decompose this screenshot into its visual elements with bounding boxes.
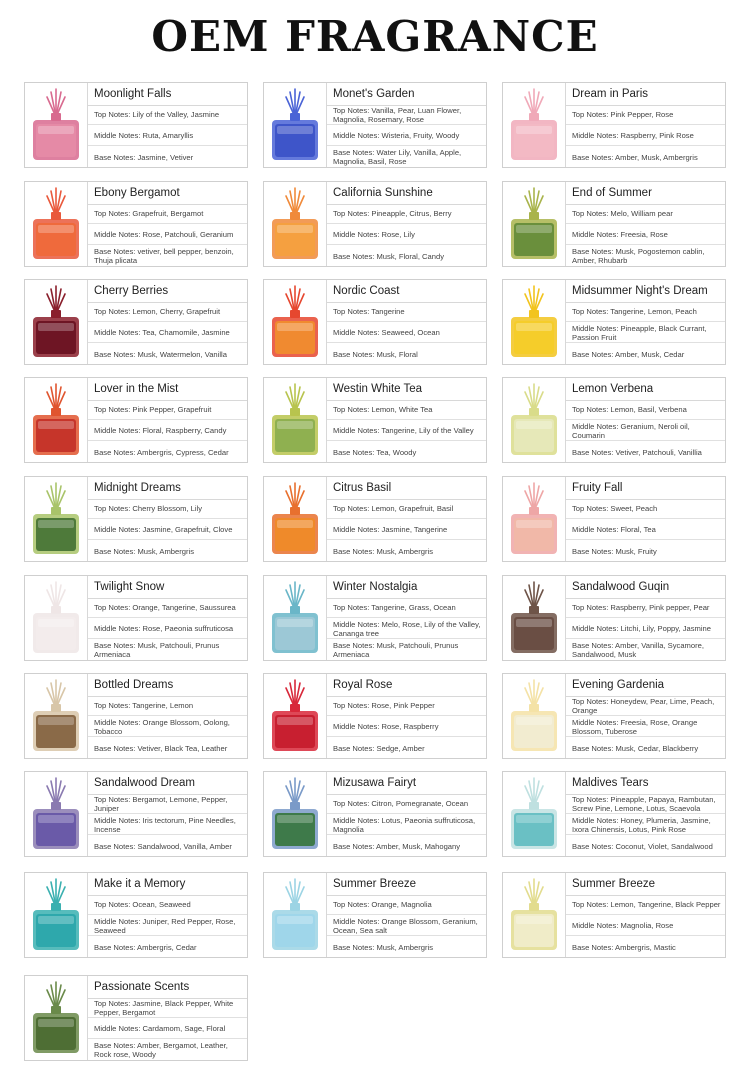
top-notes: Top Notes: Pineapple, Citrus, Berry [327,204,486,224]
product-info [327,182,486,266]
reed-diffuser-icon [503,576,565,660]
reed-diffuser-icon [264,378,326,462]
reed-diffuser-icon [25,378,87,462]
product-name: Passionate Scents [88,976,247,999]
product-info [566,182,725,266]
top-notes: Top Notes: Pink Pepper, Rose [566,105,725,125]
product-info [88,674,247,758]
product-name: Sandalwood Dream [88,772,247,795]
product-info [327,576,486,660]
top-notes: Top Notes: Lemon, Cherry, Grapefruit [88,302,247,322]
base-notes: Base Notes: Vetiver, Patchouli, Vanillia [572,447,702,457]
product-name: Moonlight Falls [88,83,247,106]
product-info [566,873,725,957]
middle-notes: Middle Notes: Rose, Raspberry [327,717,486,737]
diffuser-image [25,280,88,364]
product-card [263,279,487,365]
product-name: Royal Rose [327,674,486,697]
product-name: Fruity Fall [566,477,725,500]
product-name: Summer Breeze [566,873,725,896]
diffuser-image [264,280,327,364]
middle-notes: Middle Notes: Rose, Lily [327,225,486,245]
product-name: Midsummer Night's Dream [566,280,725,303]
top-notes: Top Notes: Vanilla, Pear, Luan Flower, Magnolia, Rosemary, Rose [327,105,486,125]
reed-diffuser-icon [25,772,87,856]
product-card [24,575,248,661]
base-notes: Base Notes: Musk, Floral, Candy [333,251,444,261]
product-info [327,477,486,561]
base-notes: Base Notes: Jasmine, Vetiver [94,152,194,162]
product-name: California Sunshine [327,182,486,205]
top-notes: Top Notes: Orange, Tangerine, Saussurea [88,598,247,618]
diffuser-image [503,674,566,758]
diffuser-image [264,873,327,957]
top-notes: Top Notes: Ocean, Seaweed [88,895,247,915]
reed-diffuser-icon [25,674,87,758]
reed-diffuser-icon [503,83,565,167]
top-notes: Top Notes: Bergamot, Lemone, Pepper, Juniper [88,794,247,814]
diffuser-image [25,83,88,167]
diffuser-image [503,772,566,856]
middle-notes: Middle Notes: Litchi, Lily, Poppy, Jasmine [566,619,725,639]
product-name: Midnight Dreams [88,477,247,500]
product-name: Bottled Dreams [88,674,247,697]
reed-diffuser-icon [25,182,87,266]
diffuser-image [25,378,88,462]
product-card [263,575,487,661]
product-card [502,181,726,267]
middle-notes: Middle Notes: Melo, Rose, Lily of the Valley, Cananga tree [327,619,486,639]
product-name: Make it a Memory [88,873,247,896]
product-name: Summer Breeze [327,873,486,896]
diffuser-image [503,576,566,660]
reed-diffuser-icon [25,976,87,1060]
top-notes: Top Notes: Pineapple, Papaya, Rambutan, Screw Pine, Lemone, Lotus, Scaevola [566,794,725,814]
product-name: Mizusawa Fairyt [327,772,486,795]
base-notes: Base Notes: vetiver, bell pepper, benzoin, Thuja plicata [94,247,234,265]
base-notes: Base Notes: Tea, Woody [333,447,417,457]
product-name: End of Summer [566,182,725,205]
diffuser-image [264,477,327,561]
product-name: Ebony Bergamot [88,182,247,205]
product-card [263,673,487,759]
product-card [502,872,726,958]
top-notes: Top Notes: Tangerine, Lemon [88,696,247,716]
diffuser-image [264,576,327,660]
diffuser-image [25,976,88,1060]
diffuser-image [264,674,327,758]
product-name: Westin White Tea [327,378,486,401]
reed-diffuser-icon [264,873,326,957]
product-info [566,83,725,167]
reed-diffuser-icon [25,477,87,561]
product-card [263,377,487,463]
product-info [566,477,725,561]
reed-diffuser-icon [503,182,565,266]
base-notes: Base Notes: Musk, Watermelon, Vanilla [94,349,227,359]
product-card [24,279,248,365]
reed-diffuser-icon [503,873,565,957]
middle-notes: Middle Notes: Pineapple, Black Currant, Passion Fruit [566,323,725,343]
middle-notes: Middle Notes: Floral, Raspberry, Candy [88,421,247,441]
product-card [24,771,248,857]
product-name: Dream in Paris [566,83,725,106]
diffuser-image [25,674,88,758]
top-notes: Top Notes: Honeydew, Pear, Lime, Peach, Orange [566,696,725,716]
product-info [88,976,247,1060]
product-card [24,82,248,168]
diffuser-image [25,873,88,957]
middle-notes: Middle Notes: Freesia, Rose [566,225,725,245]
reed-diffuser-icon [25,576,87,660]
product-name: Evening Gardenia [566,674,725,697]
product-card [24,975,248,1061]
top-notes: Top Notes: Orange, Magnolia [327,895,486,915]
middle-notes: Middle Notes: Freesia, Rose, Orange Blossom, Tuberose [566,717,725,737]
product-info [88,378,247,462]
middle-notes: Middle Notes: Orange Blossom, Geranium, Ocean, Sea salt [327,916,486,936]
base-notes: Base Notes: Musk, Patchouli, Prunus Armeniaca [333,641,459,659]
base-notes: Base Notes: Ambergris, Cedar [94,942,197,952]
product-name: Monet's Garden [327,83,486,106]
reed-diffuser-icon [503,477,565,561]
base-notes: Base Notes: Amber, Vanilla, Sycamore, Sandalwood, Musk [572,641,704,659]
middle-notes: Middle Notes: Rose, Patchouli, Geranium [88,225,247,245]
top-notes: Top Notes: Lemon, Basil, Verbena [566,400,725,420]
product-info [327,378,486,462]
reed-diffuser-icon [503,378,565,462]
middle-notes: Middle Notes: Tangerine, Lily of the Valley [327,421,486,441]
product-card [24,377,248,463]
base-notes: Base Notes: Sandalwood, Vanilla, Amber [94,841,232,851]
middle-notes: Middle Notes: Wisteria, Fruity, Woody [327,126,486,146]
diffuser-image [503,378,566,462]
reed-diffuser-icon [264,83,326,167]
middle-notes: Middle Notes: Magnolia, Rose [566,916,725,936]
base-notes: Base Notes: Ambergris, Cypress, Cedar [94,447,229,457]
product-info [88,182,247,266]
base-notes: Base Notes: Musk, Floral [333,349,418,359]
top-notes: Top Notes: Lily of the Valley, Jasmine [88,105,247,125]
base-notes: Base Notes: Musk, Fruity [572,546,657,556]
top-notes: Top Notes: Melo, William pear [566,204,725,224]
middle-notes: Middle Notes: Rose, Paeonia suffruticosa [88,619,247,639]
top-notes: Top Notes: Tangerine [327,302,486,322]
product-card [502,575,726,661]
product-info [88,477,247,561]
product-card [502,377,726,463]
top-notes: Top Notes: Sweet, Peach [566,499,725,519]
product-card [502,771,726,857]
middle-notes: Middle Notes: Cardamom, Sage, Floral [88,1019,247,1039]
product-card [24,181,248,267]
base-notes: Base Notes: Ambergris, Mastic [572,942,676,952]
middle-notes: Middle Notes: Jasmine, Grapefruit, Clove [88,520,247,540]
product-info [327,674,486,758]
base-notes: Base Notes: Amber, Bergamot, Leather, Rock rose, Woody [94,1041,228,1059]
product-card [263,476,487,562]
product-info [566,674,725,758]
base-notes: Base Notes: Musk, Ambergris [333,942,434,952]
product-name: Lover in the Mist [88,378,247,401]
diffuser-image [25,772,88,856]
diffuser-image [264,378,327,462]
product-name: Citrus Basil [327,477,486,500]
product-info [88,576,247,660]
base-notes: Base Notes: Vetiver, Black Tea, Leather [94,743,228,753]
base-notes: Base Notes: Amber, Musk, Mahogany [333,841,461,851]
reed-diffuser-icon [25,83,87,167]
reed-diffuser-icon [264,674,326,758]
base-notes: Base Notes: Amber, Musk, Ambergris [572,152,698,162]
middle-notes: Middle Notes: Iris tectorum, Pine Needles, Incense [88,815,247,835]
middle-notes: Middle Notes: Orange Blossom, Oolong, Tobacco [88,717,247,737]
reed-diffuser-icon [503,280,565,364]
base-notes: Base Notes: Musk, Pogostemon cablin, Amber, Rhubarb [572,247,705,265]
product-info [327,83,486,167]
middle-notes: Middle Notes: Tea, Chamomile, Jasmine [88,323,247,343]
reed-diffuser-icon [503,674,565,758]
product-info [88,280,247,364]
top-notes: Top Notes: Jasmine, Black Pepper, White Pepper, Bergamot [88,998,247,1018]
top-notes: Top Notes: Grapefruit, Bergamot [88,204,247,224]
diffuser-image [264,772,327,856]
product-info [88,83,247,167]
base-notes: Base Notes: Musk, Cedar, Blackberry [572,743,699,753]
base-notes: Base Notes: Amber, Musk, Cedar [572,349,685,359]
product-card [502,279,726,365]
base-notes: Base Notes: Water Lily, Vanilla, Apple, Magnolia, Basil, Rose [333,148,462,166]
middle-notes: Middle Notes: Raspberry, Pink Rose [566,126,725,146]
reed-diffuser-icon [503,772,565,856]
product-card [24,872,248,958]
top-notes: Top Notes: Lemon, Grapefruit, Basil [327,499,486,519]
middle-notes: Middle Notes: Honey, Plumeria, Jasmine, Ixora Chinensis, Lotus, Pink Rose [566,815,725,835]
middle-notes: Middle Notes: Lotus, Paeonia suffruticosa, Magnolia [327,815,486,835]
diffuser-image [25,182,88,266]
product-name: Cherry Berries [88,280,247,303]
top-notes: Top Notes: Pink Pepper, Grapefruit [88,400,247,420]
middle-notes: Middle Notes: Seaweed, Ocean [327,323,486,343]
product-info [327,772,486,856]
product-info [88,772,247,856]
diffuser-image [503,477,566,561]
top-notes: Top Notes: Raspberry, Pink pepper, Pear [566,598,725,618]
diffuser-image [503,873,566,957]
product-card [502,476,726,562]
middle-notes: Middle Notes: Juniper, Red Pepper, Rose, Seaweed [88,916,247,936]
diffuser-image [503,182,566,266]
reed-diffuser-icon [25,280,87,364]
base-notes: Base Notes: Coconut, Violet, Sandalwood [572,841,713,851]
product-card [263,181,487,267]
page-title: OEM FRAGRANCE [151,12,599,61]
product-card [502,82,726,168]
top-notes: Top Notes: Rose, Pink Pepper [327,696,486,716]
reed-diffuser-icon [264,772,326,856]
top-notes: Top Notes: Lemon, Tangerine, Black Pepper [566,895,725,915]
diffuser-image [25,576,88,660]
base-notes: Base Notes: Musk, Ambergris [94,546,195,556]
top-notes: Top Notes: Cherry Blossom, Lily [88,499,247,519]
reed-diffuser-icon [264,280,326,364]
diffuser-image [264,83,327,167]
product-info [566,576,725,660]
product-info [566,378,725,462]
product-card [263,771,487,857]
product-card [263,82,487,168]
top-notes: Top Notes: Tangerine, Grass, Ocean [327,598,486,618]
product-name: Sandalwood Guqin [566,576,725,599]
product-info [327,873,486,957]
product-name: Maldives Tears [566,772,725,795]
product-name: Twilight Snow [88,576,247,599]
product-card [502,673,726,759]
reed-diffuser-icon [264,576,326,660]
product-name: Nordic Coast [327,280,486,303]
reed-diffuser-icon [264,182,326,266]
product-info [566,280,725,364]
middle-notes: Middle Notes: Geranium, Neroli oil, Coumarin [566,421,725,441]
diffuser-image [503,83,566,167]
diffuser-image [25,477,88,561]
base-notes: Base Notes: Sedge, Amber [333,743,425,753]
top-notes: Top Notes: Citron, Pomegranate, Ocean [327,794,486,814]
middle-notes: Middle Notes: Jasmine, Tangerine [327,520,486,540]
product-card [24,673,248,759]
product-info [327,280,486,364]
diffuser-image [503,280,566,364]
reed-diffuser-icon [264,477,326,561]
diffuser-image [264,182,327,266]
product-card [24,476,248,562]
product-name: Winter Nostalgia [327,576,486,599]
product-info [566,772,725,856]
reed-diffuser-icon [25,873,87,957]
top-notes: Top Notes: Tangerine, Lemon, Peach [566,302,725,322]
product-info [88,873,247,957]
product-name: Lemon Verbena [566,378,725,401]
top-notes: Top Notes: Lemon, White Tea [327,400,486,420]
middle-notes: Middle Notes: Floral, Tea [566,520,725,540]
middle-notes: Middle Notes: Ruta, Amaryllis [88,126,247,146]
base-notes: Base Notes: Musk, Patchouli, Prunus Armeniaca [94,641,220,659]
base-notes: Base Notes: Musk, Ambergris [333,546,434,556]
product-card [263,872,487,958]
